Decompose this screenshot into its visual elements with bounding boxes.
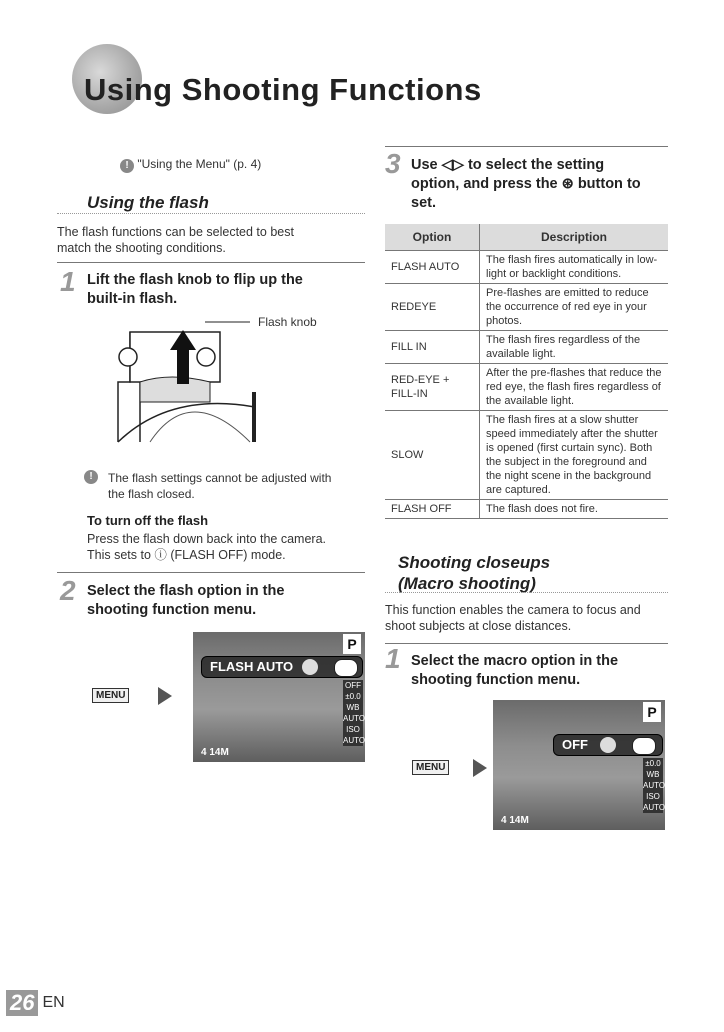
option-cell: RED-EYE + FILL-IN (385, 364, 480, 411)
option-cell: FLASH OFF (385, 500, 480, 519)
description-cell: The flash does not fire. (480, 500, 669, 519)
side-settings: OFF ±0.0 WB AUTO ISO AUTO (343, 681, 365, 745)
divider (57, 213, 365, 214)
menu-button[interactable]: MENU (92, 688, 129, 703)
page-title: Using Shooting Functions (84, 72, 482, 107)
section-title-flash: Using the flash (87, 193, 209, 212)
image-info: 4 14M (501, 815, 529, 826)
step-number: 1 (60, 266, 76, 297)
table-row (385, 251, 668, 284)
description-cell: The flash fires automatically in low-light or backlight conditions. (480, 251, 669, 284)
page-footer (6, 990, 65, 1016)
arrow-right-icon (473, 759, 487, 777)
description-cell: Pre-flashes are emitted to reduce the occurrence of red eye in your photos. (480, 284, 669, 331)
step-text: Select the macro option in the shooting function menu. (411, 653, 619, 688)
option-cell: FILL IN (385, 331, 480, 364)
flash-icon (302, 659, 318, 675)
divider (57, 572, 365, 573)
option-bar[interactable] (553, 734, 663, 756)
step-text: Lift the flash knob to flip up the built-in flash. (87, 272, 303, 307)
step-text: Select the flash option in the shooting function menu. (87, 583, 285, 618)
option-bar[interactable] (201, 656, 363, 678)
selected-option-icon (632, 737, 656, 755)
column-header: Description (480, 224, 669, 251)
table-row (385, 284, 668, 331)
page-number: 26 (6, 990, 38, 1016)
option-cell: REDEYE (385, 284, 480, 331)
column-header: Option (385, 224, 480, 251)
flash-knob-illustration (110, 312, 270, 452)
turn-off-heading: To turn off the flash (87, 513, 209, 528)
section-title-macro: Shooting closeups (Macro shooting) (398, 553, 551, 593)
divider (385, 146, 668, 147)
language-label: EN (42, 994, 65, 1011)
info-icon: ! (120, 159, 134, 173)
image-info: 4 14M (201, 747, 229, 758)
option-label: FLASH AUTO (210, 659, 294, 674)
table-header (385, 224, 668, 251)
option-label: OFF (562, 737, 588, 752)
macro-intro: This function enables the camera to focus and shoot subjects at close distances. (385, 603, 641, 633)
divider (57, 262, 365, 263)
caution-icon: ! (84, 470, 98, 484)
side-settings: ±0.0 WB AUTO ISO AUTO (643, 759, 665, 812)
option-cell: SLOW (385, 411, 480, 500)
step-number: 3 (385, 148, 401, 179)
arrow-right-icon (158, 687, 172, 705)
menu-reference: ! "Using the Menu" (p. 4) (120, 157, 261, 173)
step-number: 2 (60, 575, 76, 606)
divider (385, 592, 668, 593)
divider (385, 643, 668, 644)
flash-options-table (385, 224, 668, 519)
mode-badge: P (643, 702, 661, 722)
selected-option-icon (334, 659, 358, 677)
step-number: 1 (385, 643, 401, 674)
flash-intro: The flash functions can be selected to best match the shooting conditions. (57, 225, 294, 255)
camera-screen (193, 632, 365, 762)
description-cell: The flash fires regardless of the available light. (480, 331, 669, 364)
option-cell: FLASH AUTO (385, 251, 480, 284)
camera-screen (493, 700, 665, 830)
table-row (385, 500, 668, 519)
mode-badge: P (343, 634, 361, 654)
flash-note: ! The flash settings cannot be adjusted with the flash closed. (108, 470, 368, 502)
step-text: Use ◁▷ to select the setting option, and press the ⊛ button to set. (411, 157, 641, 211)
turn-off-body: Press the flash down back into the camera. This sets to ⓘ (FLASH OFF) mode. (87, 532, 327, 562)
table-row (385, 331, 668, 364)
table-row (385, 364, 668, 411)
description-cell: After the pre-flashes that reduce the red eye, the flash fires regardless of the available light. (480, 364, 669, 411)
table-row (385, 411, 668, 500)
description-cell: The flash fires at a slow shutter speed immediately after the shutter is opened (first curtain sync). Both the subject in the foreground and the night scene in the background are captured. (480, 411, 669, 500)
figure-label: Flash knob (258, 315, 317, 329)
menu-button[interactable]: MENU (412, 760, 449, 775)
macro-icon (600, 737, 616, 753)
